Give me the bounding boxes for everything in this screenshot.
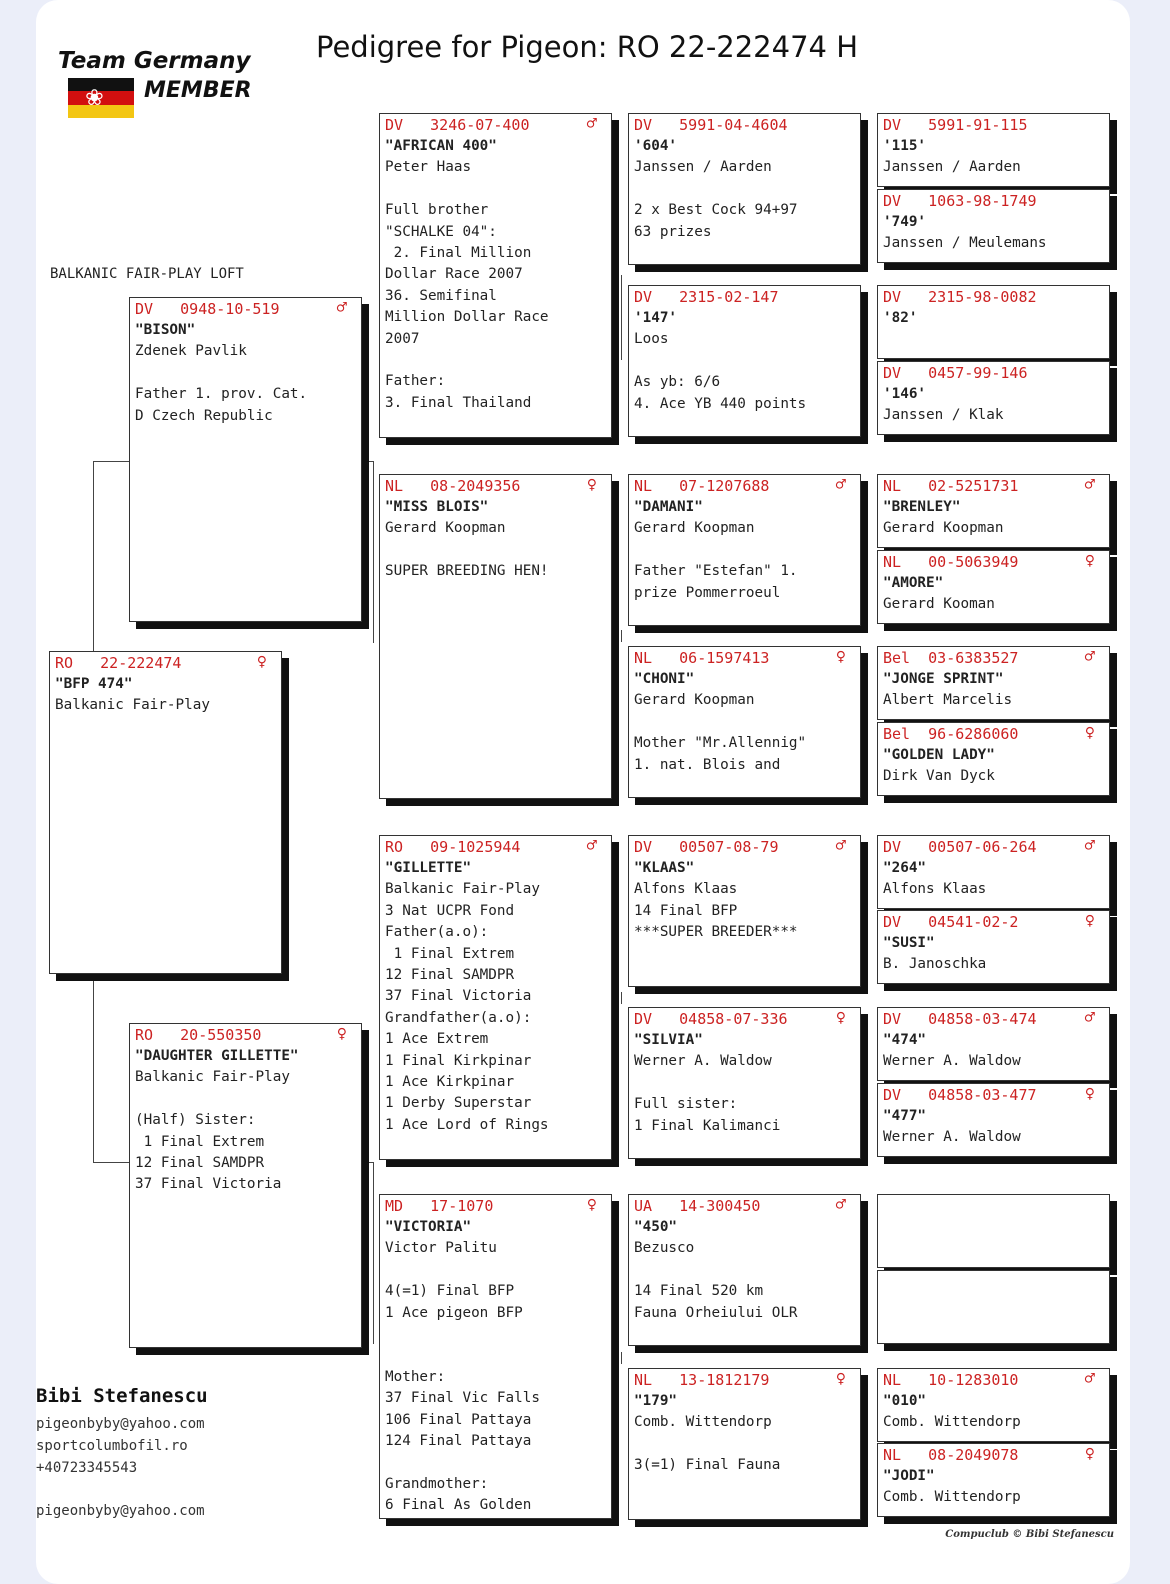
- pigeon-name: '82': [883, 310, 918, 326]
- pigeon-info-line: 6 Final As Golden: [385, 1497, 532, 1514]
- pigeon-name: "JODI": [883, 1468, 935, 1484]
- pigeon-info-line: [130, 1089, 361, 1110]
- pedigree-card-mm[interactable]: [379, 1194, 612, 1519]
- pigeon-info-line: 2 x Best Cock 94+97: [634, 202, 798, 219]
- connector-line: [621, 630, 622, 642]
- pigeon-info-line: 124 Final Pattaya: [385, 1432, 532, 1449]
- pedigree-card-g10[interactable]: [877, 910, 1110, 984]
- sex-symbol-icon: ♂: [835, 1195, 846, 1215]
- pedigree-card-g6[interactable]: [877, 550, 1110, 624]
- contact-email[interactable]: pigeonbyby@yahoo.com: [36, 1416, 205, 1432]
- pigeon-info-line: Gerard Koopman: [385, 520, 506, 537]
- pigeon-name: "SUSI": [883, 935, 935, 951]
- pigeon-info-line: [629, 351, 860, 372]
- pigeon-info-line: 12 Final SAMDPR: [135, 1154, 265, 1171]
- pedigree-card-g11[interactable]: [877, 1007, 1110, 1081]
- pigeon-info-line: Father:: [385, 373, 446, 390]
- pigeon-info-line: Mother:: [385, 1368, 446, 1385]
- ring-number: NL 10-1283010: [883, 1371, 1019, 1389]
- pedigree-card-g2[interactable]: [877, 189, 1110, 263]
- sex-symbol-icon: ♂: [1084, 647, 1095, 667]
- pigeon-info-line: Full brother: [385, 202, 489, 219]
- loft-name: BALKANIC FAIR-PLAY LOFT: [50, 266, 244, 282]
- connector-line: [93, 980, 94, 1163]
- ring-number: DV 0948-10-519: [135, 300, 280, 318]
- pigeon-info-line: 1. nat. Blois and: [634, 756, 781, 773]
- pigeon-info-line: 12 Final SAMDPR: [385, 966, 515, 983]
- pigeon-info-line: 14 Final BFP: [634, 902, 738, 919]
- pedigree-card-g8[interactable]: [877, 722, 1110, 796]
- pigeon-info-line: Balkanic Fair-Play: [55, 697, 210, 714]
- pigeon-info-line: 3. Final Thailand: [385, 394, 532, 411]
- pedigree-card-g14[interactable]: [877, 1270, 1110, 1344]
- ring-number: DV 0457-99-146: [883, 364, 1028, 382]
- pigeon-name: '749': [883, 214, 927, 230]
- pigeon-info-line: 3 Nat UCPR Fond: [385, 902, 515, 919]
- pedigree-card-ff[interactable]: [379, 113, 612, 438]
- pigeon-info-line: Million Dollar Race: [385, 309, 549, 326]
- pigeon-info-line: 3(=1) Final Fauna: [634, 1457, 781, 1474]
- contact-block: [36, 1385, 208, 1522]
- german-flag-dove-icon: [68, 78, 134, 118]
- ring-number: Bel 03-6383527: [883, 649, 1019, 667]
- pigeon-info-line: B. Janoschka: [883, 956, 987, 973]
- ring-number: DV 3246-07-400: [385, 116, 530, 134]
- pigeon-info-line: Werner A. Waldow: [634, 1053, 772, 1070]
- pigeon-info-line: Full sister:: [634, 1096, 738, 1113]
- pedigree-card-subject[interactable]: [49, 651, 282, 974]
- pigeon-info-line: 63 prizes: [634, 223, 712, 240]
- ring-number: NL 02-5251731: [883, 477, 1019, 495]
- pedigree-card-mmm[interactable]: [628, 1368, 861, 1520]
- sex-symbol-icon: ♀: [835, 1369, 846, 1389]
- connector-line: [621, 275, 622, 360]
- pigeon-name: "MISS BLOIS": [385, 499, 489, 515]
- pigeon-info-line: Peter Haas: [385, 159, 472, 176]
- pigeon-info-line: Father 1. prov. Cat.: [135, 386, 308, 403]
- sex-symbol-icon: ♀: [1084, 551, 1095, 571]
- sex-symbol-icon: ♀: [1084, 1444, 1095, 1464]
- sex-symbol-icon: ♂: [1084, 475, 1095, 495]
- ring-number: [878, 1195, 1109, 1217]
- sex-symbol-icon: ♀: [835, 1008, 846, 1028]
- pigeon-name: "KLAAS": [634, 860, 695, 876]
- ring-number: RO 09-1025944: [385, 838, 521, 856]
- pigeon-info-line: Gerard Kooman: [883, 596, 995, 613]
- pigeon-info-line: Gerard Koopman: [634, 692, 755, 709]
- sex-symbol-icon: ♀: [586, 475, 597, 495]
- sex-symbol-icon: ♂: [1084, 1008, 1095, 1028]
- ring-number: RO 22-222474: [55, 654, 182, 672]
- pigeon-info-line: [629, 1073, 860, 1094]
- pigeon-info-line: Victor Palitu: [385, 1240, 497, 1257]
- pedigree-card-fm[interactable]: [379, 474, 612, 799]
- pigeon-info-line: [629, 540, 860, 561]
- pedigree-card-g12[interactable]: [877, 1083, 1110, 1157]
- ring-number: NL 06-1597413: [634, 649, 770, 667]
- pigeon-name: "474": [883, 1032, 927, 1048]
- pigeon-info-line: 4. Ace YB 440 points: [634, 395, 807, 412]
- ring-number: DV 04858-03-477: [883, 1086, 1037, 1104]
- pigeon-info-line: Gerard Koopman: [634, 520, 755, 537]
- pigeon-name: "BFP 474": [55, 676, 133, 692]
- pedigree-card-mf[interactable]: [379, 835, 612, 1160]
- pigeon-info-line: 106 Final Pattaya: [385, 1411, 532, 1428]
- contact-email-secondary[interactable]: pigeonbyby@yahoo.com: [36, 1503, 205, 1519]
- pigeon-info-line: [130, 363, 361, 384]
- pedigree-card-g16[interactable]: [877, 1443, 1110, 1517]
- ring-number: DV 04858-03-474: [883, 1010, 1037, 1028]
- pigeon-info-line: 14 Final 520 km: [634, 1283, 764, 1300]
- pigeon-info-line: 1 Final Kirkpinar: [385, 1052, 532, 1069]
- pedigree-card-fmm[interactable]: [628, 646, 861, 798]
- connector-line: [373, 461, 374, 643]
- ring-number: RO 20-550350: [135, 1026, 262, 1044]
- pigeon-name: "CHONI": [634, 671, 695, 687]
- connector-line: [367, 1162, 374, 1163]
- ring-number: UA 14-300450: [634, 1197, 761, 1215]
- pigeon-info-line: prize Pommerroeul: [634, 584, 781, 601]
- pigeon-info-line: 1 Ace pigeon BFP: [385, 1304, 523, 1321]
- pigeon-info-line: Werner A. Waldow: [883, 1129, 1021, 1146]
- sex-symbol-icon: ♂: [1084, 836, 1095, 856]
- pigeon-info-line: 1 Final Kalimanci: [634, 1117, 781, 1134]
- ring-number: NL 00-5063949: [883, 553, 1019, 571]
- pigeon-name: "DAUGHTER GILLETTE": [135, 1048, 299, 1064]
- pigeon-info-line: Grandfather(a.o):: [385, 1009, 532, 1026]
- sex-symbol-icon: ♂: [1084, 1369, 1095, 1389]
- pigeon-name: "264": [883, 860, 927, 876]
- pigeon-info-line: Albert Marcelis: [883, 692, 1013, 709]
- pigeon-name: "GOLDEN LADY": [883, 747, 995, 763]
- pigeon-name: "DAMANI": [634, 499, 703, 515]
- pigeon-info-line: 2007: [385, 330, 420, 347]
- pedigree-card-g7[interactable]: [877, 646, 1110, 720]
- pedigree-card-mother[interactable]: [129, 1023, 362, 1348]
- pedigree-card-g9[interactable]: [877, 835, 1110, 909]
- pigeon-info-line: Janssen / Klak: [883, 407, 1004, 424]
- connector-line: [93, 461, 129, 462]
- pigeon-info-line: 37 Final Victoria: [135, 1176, 282, 1193]
- pedigree-card-father[interactable]: [129, 297, 362, 622]
- pigeon-info-line: Balkanic Fair-Play: [135, 1069, 290, 1086]
- sex-symbol-icon: ♀: [1084, 911, 1095, 931]
- pigeon-info-line: [380, 1324, 611, 1345]
- sex-symbol-icon: ♂: [586, 836, 597, 856]
- sex-symbol-icon: ♂: [586, 114, 597, 134]
- pigeon-info-line: Fauna Orheiului OLR: [634, 1304, 798, 1321]
- pedigree-card-mff[interactable]: [628, 835, 861, 987]
- ring-number: DV 1063-98-1749: [883, 192, 1037, 210]
- pedigree-card-fff[interactable]: [628, 113, 861, 265]
- pigeon-info-line: D Czech Republic: [135, 407, 273, 424]
- pigeon-name: "477": [883, 1108, 927, 1124]
- ring-number: DV 00507-08-79: [634, 838, 779, 856]
- pigeon-info-line: Janssen / Aarden: [634, 159, 772, 176]
- badge-title: Team Germany: [58, 48, 251, 74]
- pigeon-info-line: [629, 179, 860, 200]
- pigeon-name: "010": [883, 1393, 927, 1409]
- sex-symbol-icon: ♀: [1084, 1084, 1095, 1104]
- sex-symbol-icon: ♂: [336, 298, 347, 318]
- ring-number: MD 17-1070: [385, 1197, 494, 1215]
- ring-number: NL 08-2049078: [883, 1446, 1019, 1464]
- pigeon-info-line: 36. Semifinal: [385, 287, 497, 304]
- ring-number: NL 07-1207688: [634, 477, 770, 495]
- ring-number: [878, 1271, 1109, 1293]
- badge-member: MEMBER: [144, 78, 252, 103]
- connector-line: [621, 992, 622, 1004]
- pigeon-name: "AMORE": [883, 575, 944, 591]
- sex-symbol-icon: ♂: [835, 836, 846, 856]
- sex-symbol-icon: ♀: [1084, 723, 1095, 743]
- ring-number: DV 2315-98-0082: [883, 288, 1037, 306]
- ring-number: DV 5991-04-4604: [634, 116, 788, 134]
- pigeon-info-line: Alfons Klaas: [883, 881, 987, 898]
- ring-number: DV 2315-02-147: [634, 288, 779, 306]
- pigeon-info-line: Janssen / Meulemans: [883, 235, 1047, 252]
- pedigree-card-ffm[interactable]: [628, 285, 861, 437]
- pigeon-info-line: Father "Estefan" 1.: [634, 563, 798, 580]
- pigeon-name: "AFRICAN 400": [385, 138, 497, 154]
- pigeon-info-line: Grandmother:: [385, 1475, 489, 1492]
- pigeon-info-line: Alfons Klaas: [634, 881, 738, 898]
- pigeon-info-line: [629, 1260, 860, 1281]
- pedigree-card-mmf[interactable]: [628, 1194, 861, 1346]
- pigeon-info-line: 4(=1) Final BFP: [385, 1283, 515, 1300]
- pigeon-info-line: Comb. Wittendorp: [883, 1489, 1021, 1506]
- ring-number: DV 00507-06-264: [883, 838, 1037, 856]
- team-germany-badge: [58, 48, 278, 124]
- pigeon-info-line: Bezusco: [634, 1240, 695, 1257]
- connector-line: [93, 1162, 129, 1163]
- pigeon-info-line: [380, 350, 611, 371]
- pigeon-info-line: Comb. Wittendorp: [634, 1414, 772, 1431]
- pigeon-name: "BISON": [135, 322, 196, 338]
- pedigree-card-g4[interactable]: [877, 361, 1110, 435]
- sex-symbol-icon: ♂: [835, 475, 846, 495]
- pigeon-info-line: Zdenek Pavlik: [135, 343, 247, 360]
- sex-symbol-icon: ♀: [256, 652, 267, 672]
- pigeon-name: "BRENLEY": [883, 499, 961, 515]
- dove-icon: ❀: [86, 79, 103, 112]
- pigeon-name: '604': [634, 138, 678, 154]
- pigeon-info-line: 2. Final Million: [385, 244, 532, 261]
- pigeon-name: '115': [883, 138, 927, 154]
- owner-name: Bibi Stefanescu: [36, 1385, 208, 1407]
- page-title: Pedigree for Pigeon: RO 22-222474 H: [316, 30, 859, 64]
- contact-phone: +40723345543: [36, 1460, 138, 1476]
- pigeon-info-line: Mother "Mr.Allennig": [634, 735, 807, 752]
- pedigree-card-mfm[interactable]: [628, 1007, 861, 1159]
- pigeon-info-line: Dollar Race 2007: [385, 266, 523, 283]
- pigeon-name: "JONGE SPRINT": [883, 671, 1004, 687]
- pigeon-name: "179": [634, 1393, 678, 1409]
- pigeon-info-line: [380, 1345, 611, 1366]
- contact-website[interactable]: sportcolumbofil.ro: [36, 1438, 188, 1454]
- pigeon-info-line: 37 Final Victoria: [385, 988, 532, 1005]
- pigeon-info-line: 1 Ace Extrem: [385, 1031, 489, 1048]
- pigeon-info-line: (Half) Sister:: [135, 1112, 256, 1129]
- sex-symbol-icon: ♀: [586, 1195, 597, 1215]
- pedigree-card-g3[interactable]: [877, 285, 1110, 359]
- pigeon-name: '147': [634, 310, 678, 326]
- pigeon-info-line: Werner A. Waldow: [883, 1053, 1021, 1070]
- pedigree-card-g5[interactable]: [877, 474, 1110, 548]
- pigeon-name: '146': [883, 386, 927, 402]
- connector-line: [93, 461, 94, 651]
- pigeon-info-line: [380, 1260, 611, 1281]
- pigeon-info-line: Loos: [634, 331, 669, 348]
- pigeon-info-line: Gerard Koopman: [883, 520, 1004, 537]
- pigeon-info-line: SUPER BREEDING HEN!: [385, 563, 549, 580]
- pigeon-name: "SILVIA": [634, 1032, 703, 1048]
- pedigree-card-g13[interactable]: [877, 1194, 1110, 1268]
- copyright-footer: Compuclub © Bibi Stefanescu: [945, 1529, 1114, 1540]
- pigeon-info-line: [629, 1434, 860, 1455]
- pigeon-info-line: 37 Final Vic Falls: [385, 1390, 540, 1407]
- pigeon-info-line: ***SUPER BREEDER***: [634, 924, 798, 941]
- pigeon-info-line: 1 Final Extrem: [385, 945, 515, 962]
- pigeon-info-line: [380, 179, 611, 200]
- pedigree-card-g15[interactable]: [877, 1368, 1110, 1442]
- pigeon-info-line: 1 Ace Lord of Rings: [385, 1116, 549, 1133]
- connector-line: [621, 1352, 622, 1364]
- sex-symbol-icon: ♀: [835, 647, 846, 667]
- pigeon-info-line: Balkanic Fair-Play: [385, 881, 540, 898]
- pigeon-info-line: 1 Derby Superstar: [385, 1095, 532, 1112]
- pigeon-info-line: [380, 1452, 611, 1473]
- ring-number: DV 04541-02-2: [883, 913, 1019, 931]
- ring-number: NL 13-1812179: [634, 1371, 770, 1389]
- ring-number: NL 08-2049356: [385, 477, 521, 495]
- pedigree-card-fmf[interactable]: [628, 474, 861, 626]
- pigeon-info-line: "SCHALKE 04":: [385, 223, 497, 240]
- pigeon-name: "VICTORIA": [385, 1219, 472, 1235]
- pedigree-card-g1[interactable]: [877, 113, 1110, 187]
- connector-line: [367, 461, 374, 462]
- pigeon-info-line: As yb: 6/6: [634, 374, 721, 391]
- pigeon-info-line: 1 Final Extrem: [135, 1133, 265, 1150]
- connector-line: [373, 1162, 374, 1344]
- pigeon-info-line: Dirk Van Dyck: [883, 768, 995, 785]
- ring-number: DV 5991-91-115: [883, 116, 1028, 134]
- pigeon-info-line: Father(a.o):: [385, 924, 489, 941]
- ring-number: DV 04858-07-336: [634, 1010, 788, 1028]
- ring-number: Bel 96-6286060: [883, 725, 1019, 743]
- pigeon-name: "450": [634, 1219, 678, 1235]
- pigeon-info-line: [629, 712, 860, 733]
- pigeon-info-line: [380, 540, 611, 561]
- pigeon-info-line: 1 Ace Kirkpinar: [385, 1073, 515, 1090]
- sex-symbol-icon: ♀: [336, 1024, 347, 1044]
- pigeon-info-line: Comb. Wittendorp: [883, 1414, 1021, 1431]
- pigeon-name: "GILLETTE": [385, 860, 472, 876]
- pigeon-info-line: Janssen / Aarden: [883, 159, 1021, 176]
